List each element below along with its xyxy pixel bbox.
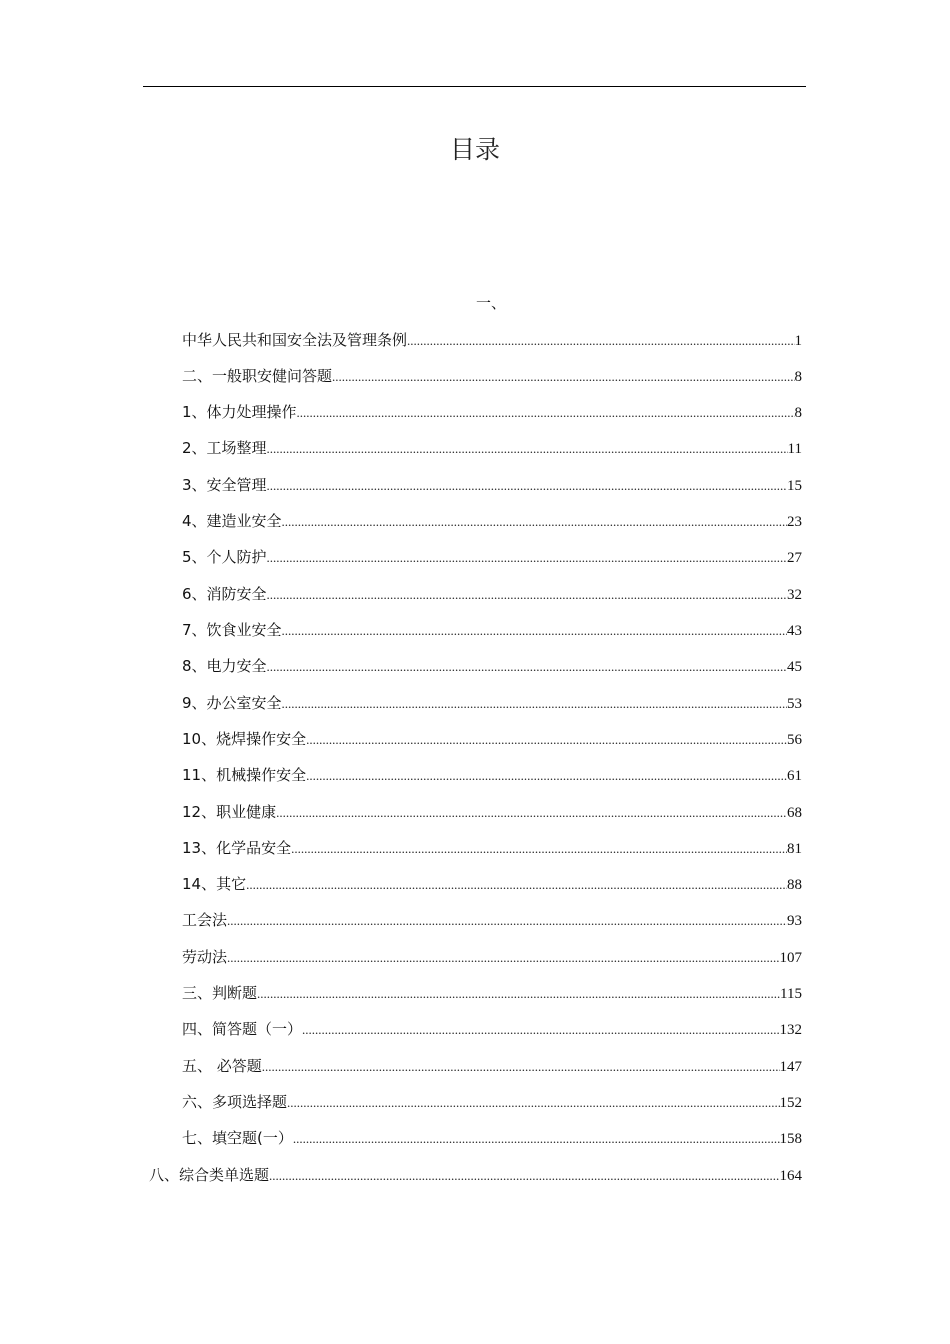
toc-dot-leader xyxy=(267,655,787,679)
toc-entry[interactable] xyxy=(182,436,802,460)
toc-page-number: 81 xyxy=(787,841,802,857)
toc-entry-title: 6、消防安全 xyxy=(182,585,267,603)
toc-page-number: 56 xyxy=(787,732,802,748)
toc-entry[interactable] xyxy=(182,981,802,1005)
toc-page-number: 32 xyxy=(787,587,802,603)
toc-dot-leader xyxy=(262,1055,780,1079)
toc-dot-leader xyxy=(407,329,794,353)
toc-page-number: 15 xyxy=(787,478,802,494)
toc-page-number: 68 xyxy=(787,805,802,821)
toc-page-number: 158 xyxy=(779,1131,802,1147)
toc-entry-title: 5、个人防护 xyxy=(182,548,267,566)
toc-entry[interactable] xyxy=(182,836,802,860)
toc-page-number: 43 xyxy=(787,623,802,639)
toc-dot-leader xyxy=(282,692,787,716)
toc-entry-title: 2、工场整理 xyxy=(182,439,267,457)
toc-dot-leader xyxy=(291,837,787,861)
toc-entry-title: 7、饮食业安全 xyxy=(182,621,282,639)
toc-page-number: 8 xyxy=(794,369,802,385)
toc-dot-leader xyxy=(282,619,787,643)
toc-dot-leader xyxy=(293,1127,780,1151)
toc-entry-title: 14、其它 xyxy=(182,875,247,893)
toc-entry[interactable] xyxy=(182,545,802,569)
toc-page-number: 164 xyxy=(779,1168,802,1184)
toc-entry[interactable] xyxy=(182,691,802,715)
toc-entry[interactable] xyxy=(182,1017,802,1041)
toc-dot-leader xyxy=(227,909,787,933)
toc-entry[interactable] xyxy=(182,473,802,497)
toc-entry[interactable] xyxy=(182,400,802,424)
toc-page-number: 88 xyxy=(787,877,802,893)
toc-page-number: 11 xyxy=(787,441,802,457)
toc-page-number: 23 xyxy=(787,514,802,530)
toc-dot-leader xyxy=(302,1018,779,1042)
header-rule xyxy=(143,86,806,87)
toc-page-number: 27 xyxy=(787,550,802,566)
toc-dot-leader xyxy=(267,437,788,461)
toc-page-number: 152 xyxy=(779,1095,802,1111)
toc-dot-leader xyxy=(227,946,779,970)
toc-entry-title: 七、填空题(一） xyxy=(182,1129,293,1147)
toc-entry[interactable] xyxy=(182,763,802,787)
toc-entry[interactable] xyxy=(182,872,802,896)
toc-entry-title: 1、体力处理操作 xyxy=(182,403,297,421)
toc-entry-title: 11、机械操作安全 xyxy=(182,766,307,784)
toc-entry[interactable] xyxy=(182,582,802,606)
toc-entry-title: 3、安全管理 xyxy=(182,476,267,494)
toc-entry[interactable] xyxy=(182,1054,802,1078)
toc-entry-title: 9、办公室安全 xyxy=(182,694,282,712)
toc-entry-title: 工会法 xyxy=(182,911,228,929)
toc-dot-leader xyxy=(267,546,787,570)
toc-dot-leader xyxy=(267,583,787,607)
toc-dot-leader xyxy=(267,474,787,498)
toc-entry[interactable] xyxy=(182,1126,802,1150)
toc-entry-title: 八、综合类单选题 xyxy=(149,1166,270,1184)
toc-page-number: 8 xyxy=(794,405,802,421)
toc-dot-leader xyxy=(297,401,795,425)
toc-entry[interactable] xyxy=(182,1090,802,1114)
toc-dot-leader xyxy=(332,365,794,389)
toc-dot-leader xyxy=(306,728,787,752)
toc-entry-title: 10、烧焊操作安全 xyxy=(182,730,307,748)
toc-page-number: 107 xyxy=(779,950,802,966)
toc-entry[interactable] xyxy=(182,727,802,751)
toc-dot-leader xyxy=(276,801,787,825)
toc-entry-title: 三、判断题 xyxy=(182,984,258,1002)
toc-dot-leader xyxy=(269,1164,779,1188)
toc-page-number: 53 xyxy=(787,696,802,712)
toc-dot-leader xyxy=(287,1091,779,1115)
toc-entry-title: 4、建造业安全 xyxy=(182,512,282,530)
toc-entry[interactable] xyxy=(182,908,802,932)
page-title: 目录 xyxy=(449,135,500,164)
toc-page-number: 147 xyxy=(779,1059,802,1075)
toc-dot-leader xyxy=(246,873,787,897)
toc-page-number: 61 xyxy=(787,768,802,784)
toc-page-number: 45 xyxy=(787,659,802,675)
toc-entry-title: 六、多项选择题 xyxy=(182,1093,288,1111)
toc-entry-title: 劳动法 xyxy=(182,948,228,966)
toc-entry[interactable] xyxy=(182,945,802,969)
toc-entry[interactable] xyxy=(182,364,802,388)
toc-entry-title: 二、一般职安健问答题 xyxy=(182,367,333,385)
toc-entry[interactable] xyxy=(182,328,802,352)
toc-page-number: 93 xyxy=(787,913,802,929)
toc-entry-title: 13、化学品安全 xyxy=(182,839,292,857)
toc-entry[interactable] xyxy=(182,800,802,824)
toc-entry-title: 中华人民共和国安全法及管理条例 xyxy=(182,331,408,349)
toc-entry[interactable] xyxy=(182,654,802,678)
toc-page-number: 115 xyxy=(780,986,802,1002)
toc-entry-title: 8、电力安全 xyxy=(182,657,267,675)
toc-entry-title: 12、职业健康 xyxy=(182,803,277,821)
toc-page-number: 1 xyxy=(794,333,802,349)
toc-dot-leader xyxy=(282,510,787,534)
section-marker: 一、 xyxy=(476,294,507,312)
toc-entry-title: 四、简答题（一） xyxy=(182,1020,303,1038)
toc-dot-leader xyxy=(257,982,780,1006)
toc-dot-leader xyxy=(306,764,787,788)
toc-entry[interactable] xyxy=(182,509,802,533)
toc-entry[interactable] xyxy=(149,1163,802,1187)
toc-entry-title: 五、 必答题 xyxy=(182,1057,262,1075)
toc-page-number: 132 xyxy=(779,1022,802,1038)
toc-entry[interactable] xyxy=(182,618,802,642)
